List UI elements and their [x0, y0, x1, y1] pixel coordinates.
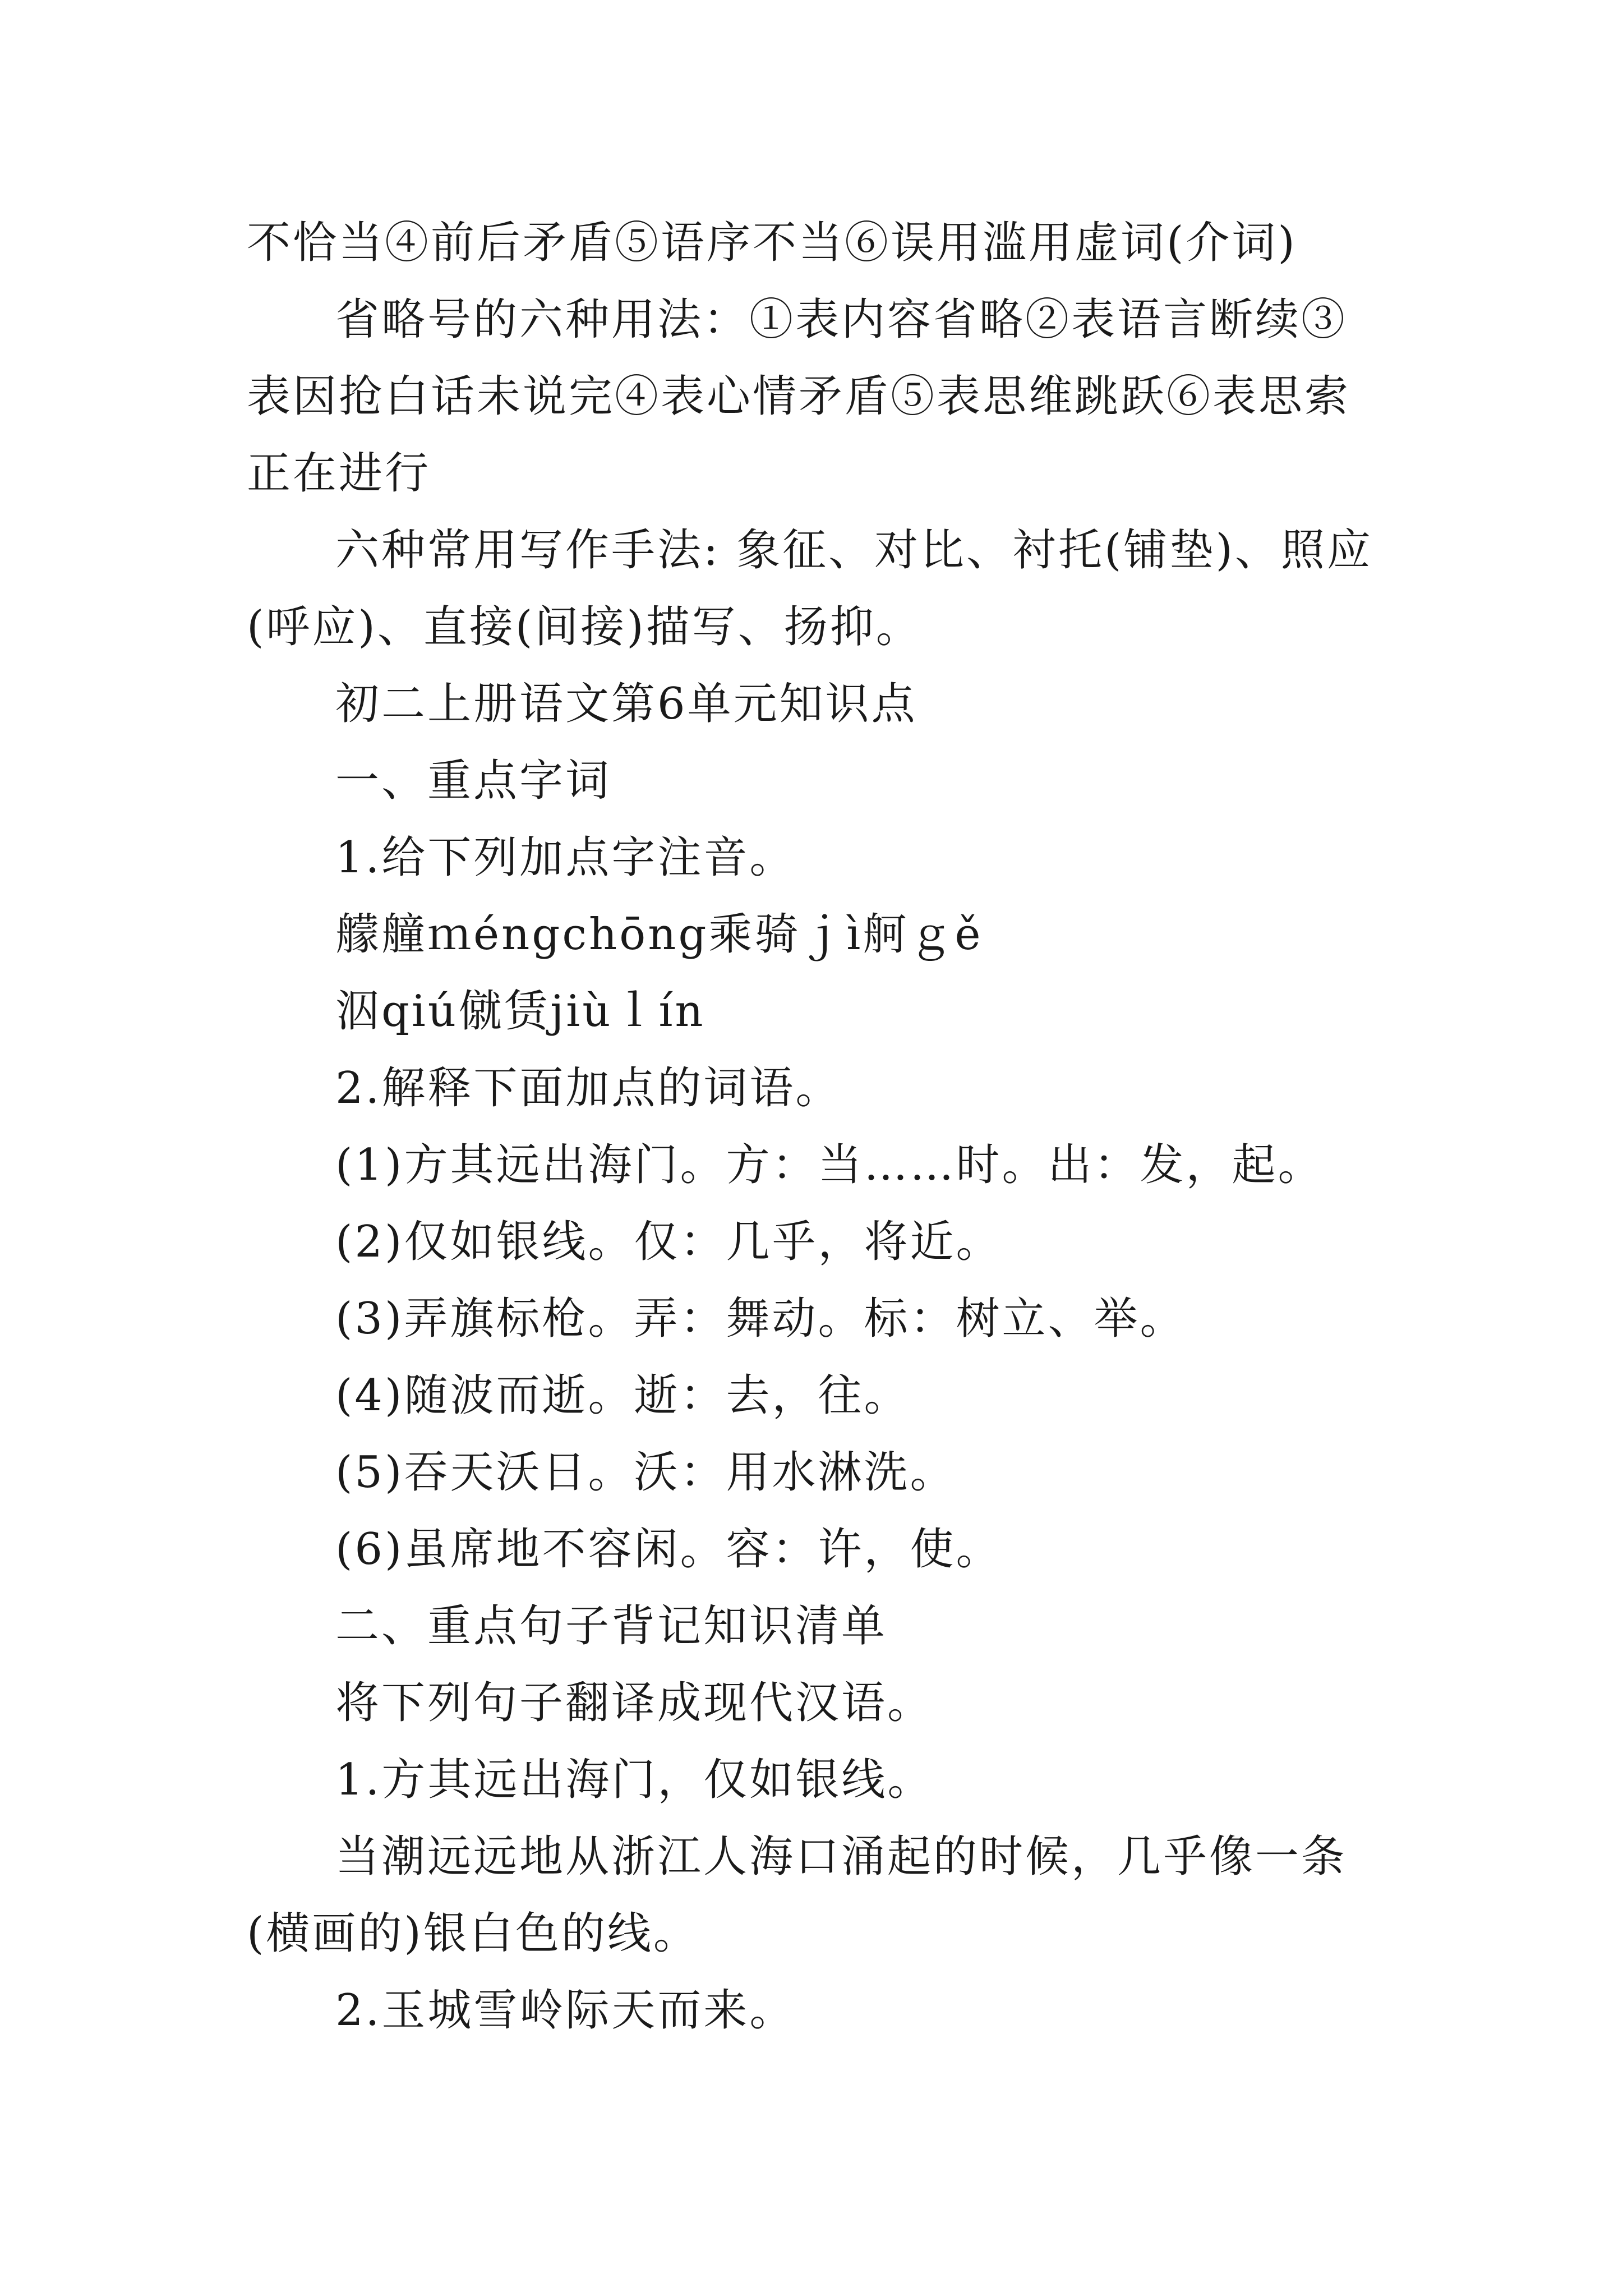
- paragraph-13: (4)随波而逝。逝：去，往。: [335, 1370, 910, 1421]
- paragraph-4: 初二上册语文第6单元知识点: [335, 679, 917, 729]
- paragraph-19: 当潮远远地从浙江人海口涌起的时候，几乎像一条(横画的)银白色的线。: [247, 1832, 1348, 1959]
- paragraph-5: 一、重点字词: [335, 756, 612, 806]
- paragraph-14: (5)吞天沃日。沃：用水淋洗。: [335, 1447, 956, 1498]
- paragraph-9: 2.解释下面加点的词语。: [335, 1063, 842, 1114]
- paragraph-17: 将下列句子翻译成现代汉语。: [335, 1678, 934, 1728]
- paragraph-3: 六种常用写作手法: 象征、对比、衬托(铺垫)、照应(呼应)、直接(间接)描写、扬抑。: [247, 525, 1373, 652]
- paragraph-6: 1.给下列加点字注音。: [335, 832, 796, 883]
- document-body: [247, 205, 1385, 2049]
- paragraph-7: 艨艟ｍéngchōng乘骑ｊì舸ｇě: [335, 909, 983, 960]
- paragraph-11: (2)仅如银线。仅：几乎，将近。: [335, 1217, 1002, 1267]
- paragraph-12: (3)弄旗标枪。弄：舞动。标：树立、举。: [335, 1294, 1186, 1344]
- paragraph-18: 1.方其远出海门，仅如银线。: [335, 1755, 934, 1805]
- paragraph-15: (6)虽席地不容闲。容：许，使。: [335, 1524, 1002, 1575]
- paragraph-20: 2.玉城雪岭际天而来。: [335, 1985, 796, 2036]
- paragraph-16: 二、重点句子背记知识清单: [335, 1601, 888, 1651]
- paragraph-1: 不恰当④前后矛盾⑤语序不当⑥误用滥用虚词(介词): [247, 218, 1297, 268]
- paragraph-8: 泅qiú僦赁jiùｌín: [335, 986, 706, 1037]
- paragraph-2: 省略号的六种用法：①表内容省略②表语言断续③表因抢白话未说完④表心情矛盾⑤表思维跳跃⑥表思索正在进行: [247, 295, 1351, 499]
- paragraph-10: (1)方其远出海门。方：当……时。出：发，起。: [335, 1140, 1324, 1190]
